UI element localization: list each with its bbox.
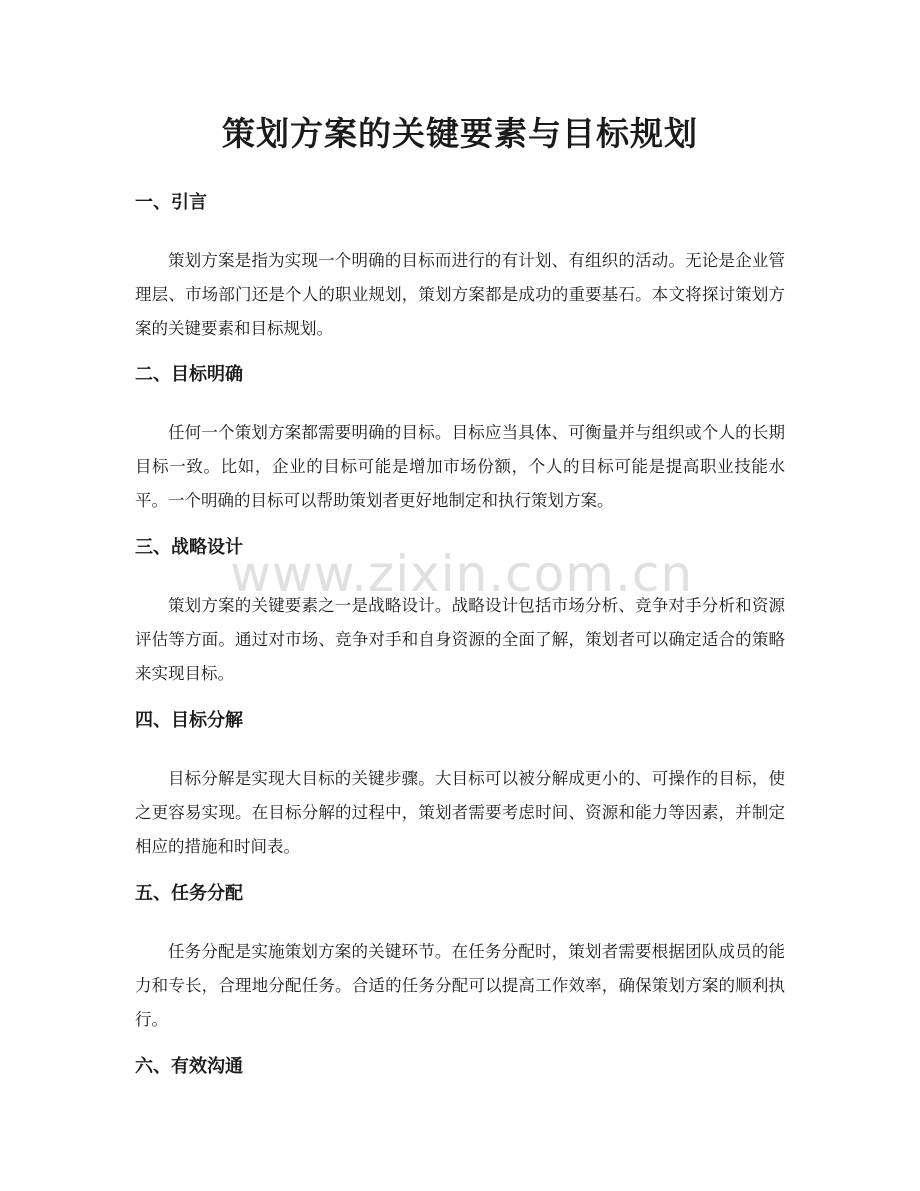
section-heading: 五、任务分配 xyxy=(135,883,243,904)
section-heading: 一、引言 xyxy=(135,192,207,213)
watermark: www.zixin.com.cn xyxy=(230,545,694,603)
section-strategy-design xyxy=(135,535,785,691)
section-goal-breakdown xyxy=(135,708,785,864)
section-introduction xyxy=(135,190,785,346)
section-heading: 三、战略设计 xyxy=(135,537,243,558)
section-paragraph: 策划方案是指为实现一个明确的目标而进行的有计划、有组织的活动。无论是企业管理层、市场部门还是个人的职业规划，策划方案都是成功的重要基石。本文将探讨策划方案的关键要素和目标规划。 xyxy=(135,251,785,338)
section-paragraph: 策划方案的关键要素之一是战略设计。战略设计包括市场分析、竞争对手分析和资源评估等方面。通过对市场、竞争对手和自身资源的全面了解，策划者可以确定适合的策略来实现目标。 xyxy=(135,596,785,683)
section-paragraph: 任何一个策划方案都需要明确的目标。目标应当具体、可衡量并与组织或个人的长期目标一致。比如，企业的目标可能是增加市场份额，个人的目标可能是提高职业技能水平。一个明确的目标可以帮助策划者更好地制定和执行策划方案。 xyxy=(135,423,785,510)
page-title: 策划方案的关键要素与目标规划 xyxy=(222,114,698,153)
section-clear-goals xyxy=(135,362,785,518)
section-paragraph: 任务分配是实施策划方案的关键环节。在任务分配时，策划者需要根据团队成员的能力和专长，合理地分配任务。合适的任务分配可以提高工作效率，确保策划方案的顺利执行。 xyxy=(135,942,785,1029)
section-heading: 六、有效沟通 xyxy=(135,1056,243,1077)
section-heading: 二、目标明确 xyxy=(135,364,243,385)
section-paragraph: 目标分解是实现大目标的关键步骤。大目标可以被分解成更小的、可操作的目标，使之更容易实现。在目标分解的过程中，策划者需要考虑时间、资源和能力等因素，并制定相应的措施和时间表。 xyxy=(135,769,785,856)
section-effective-communication xyxy=(135,1054,785,1080)
section-task-allocation xyxy=(135,881,785,1037)
section-heading: 四、目标分解 xyxy=(135,710,243,731)
